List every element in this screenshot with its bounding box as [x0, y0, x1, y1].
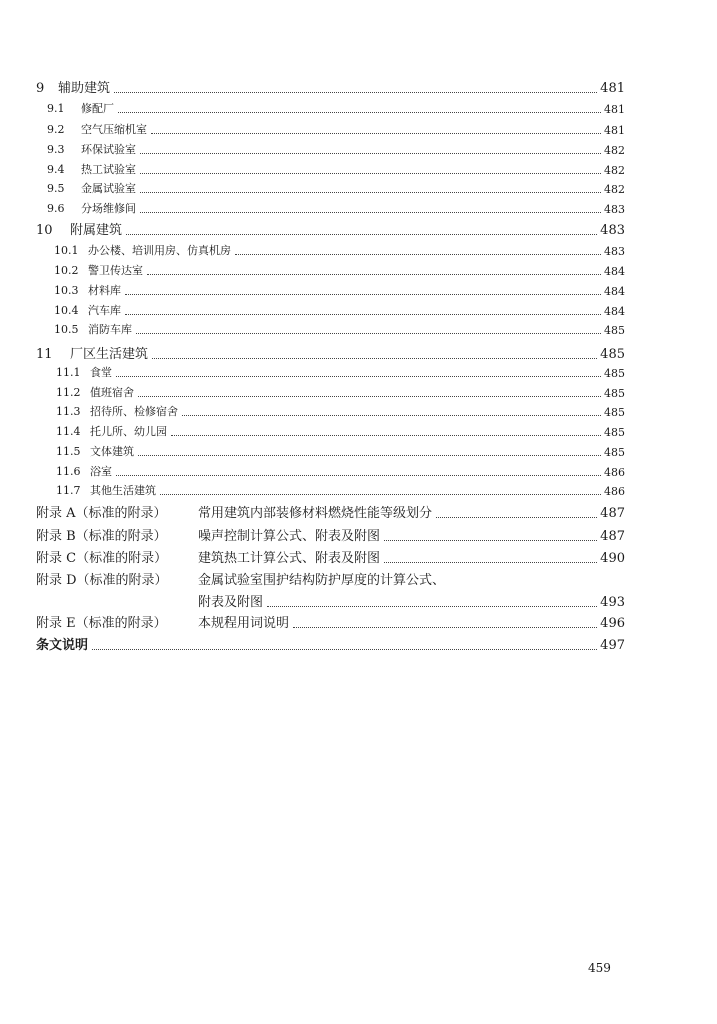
toc-section-10-3: [0, 282, 717, 298]
toc-number: 10: [36, 223, 53, 238]
toc-page: 482: [604, 144, 625, 157]
toc-title: 分场维修间: [81, 202, 136, 215]
toc-appendix-e: [0, 612, 717, 631]
dot-leader: [118, 111, 601, 113]
toc-page: 484: [604, 305, 625, 318]
toc-section-9-5: [0, 180, 717, 196]
toc-section-10-5: [0, 321, 717, 337]
toc-number: 11.4: [56, 425, 81, 438]
toc-title: 值班宿舍: [90, 386, 134, 399]
dot-leader: [171, 434, 601, 436]
appendix-label: 附录 D（标准的附录）: [36, 573, 168, 588]
dot-leader: [125, 313, 601, 315]
dot-leader: [293, 626, 597, 628]
toc-number: 10.5: [54, 323, 79, 336]
toc-title: 金属试验室: [81, 182, 136, 195]
toc-page: 481: [604, 103, 625, 116]
dot-leader: [136, 332, 601, 334]
toc-page: 487: [600, 506, 625, 521]
toc-title: 环保试验室: [81, 143, 136, 156]
dot-leader: [151, 132, 601, 134]
toc-title: 托儿所、幼儿园: [90, 425, 167, 438]
dot-leader: [152, 357, 597, 359]
toc-title: 食堂: [90, 366, 112, 379]
toc-page: 483: [604, 203, 625, 216]
toc-number: 10.1: [54, 244, 79, 257]
toc-number: 11: [36, 347, 53, 362]
toc-section-10-1: [0, 242, 717, 258]
toc-section-10-4: [0, 302, 717, 318]
toc-page: 485: [604, 406, 625, 419]
appendix-label: 附录 A（标准的附录）: [36, 506, 167, 521]
toc-number: 11.6: [56, 465, 81, 478]
toc-page: 493: [600, 595, 625, 610]
appendix-title: 金属试验室围护结构防护厚度的计算公式、: [198, 573, 446, 588]
toc-chapter-11: [0, 343, 717, 362]
toc-number: 11.7: [56, 484, 81, 497]
toc-appendix-d-line2: [0, 591, 717, 610]
dot-leader: [126, 233, 597, 235]
toc-title: 消防车库: [88, 323, 132, 336]
toc-title: 附属建筑: [70, 223, 123, 238]
toc-number: 9: [36, 81, 45, 96]
toc-page: 490: [600, 551, 625, 566]
toc-number: 11.5: [56, 445, 81, 458]
dot-leader: [267, 605, 597, 607]
toc-title: 热工试验室: [81, 163, 136, 176]
toc-section-9-2: [0, 121, 717, 137]
dot-leader: [116, 474, 601, 476]
toc-number: 9.4: [47, 163, 65, 176]
appendix-label: 附录 C（标准的附录）: [36, 551, 168, 566]
toc-page: 482: [604, 164, 625, 177]
toc-page: 481: [600, 81, 625, 96]
dot-leader: [384, 539, 597, 541]
dot-leader: [384, 561, 597, 563]
toc-title: 文体建筑: [90, 445, 134, 458]
toc-page: 485: [604, 367, 625, 380]
appendix-title: 本规程用词说明: [198, 616, 290, 631]
page-number: 459: [588, 961, 611, 975]
toc-number: 9.3: [47, 143, 65, 156]
toc-section-11-4: [0, 423, 717, 439]
toc-title: 厂区生活建筑: [70, 347, 149, 362]
dot-leader: [147, 273, 601, 275]
toc-title: 警卫传达室: [88, 264, 143, 277]
toc-number: 10.3: [54, 284, 79, 297]
toc-number: 9.6: [47, 202, 65, 215]
toc-page: 482: [604, 183, 625, 196]
dot-leader: [114, 91, 597, 93]
toc-title: 空气压缩机室: [81, 123, 147, 136]
toc-title: 其他生活建筑: [90, 484, 156, 497]
appendix-title: 噪声控制计算公式、附表及附图: [198, 529, 381, 544]
dot-leader: [140, 191, 601, 193]
toc-section-11-2: [0, 384, 717, 400]
dot-leader: [140, 152, 601, 154]
toc-section-11-3: [0, 403, 717, 419]
dot-leader: [160, 493, 601, 495]
toc-title: 招待所、检修宿舍: [90, 405, 178, 418]
dot-leader: [140, 211, 601, 213]
toc-section-10-2: [0, 262, 717, 278]
toc-section-9-6: [0, 200, 717, 216]
toc-section-9-3: [0, 141, 717, 157]
dot-leader: [125, 293, 601, 295]
toc-section-11-7: [0, 482, 717, 498]
toc-appendix-d-line1: [0, 569, 717, 588]
dot-leader: [182, 414, 601, 416]
toc-page: 484: [604, 265, 625, 278]
toc-section-11-5: [0, 443, 717, 459]
toc-number: 9.5: [47, 182, 65, 195]
toc-number: 11.3: [56, 405, 81, 418]
appendix-label: 附录 E（标准的附录）: [36, 616, 167, 631]
toc-number: 11.1: [56, 366, 81, 379]
toc-chapter-10: [0, 219, 717, 238]
dot-leader: [235, 253, 601, 255]
toc-page: 485: [600, 347, 625, 362]
toc-section-9-1: [0, 100, 717, 116]
toc-number: 11.2: [56, 386, 81, 399]
toc-title: 修配厂: [81, 102, 114, 115]
toc-number: 10.4: [54, 304, 79, 317]
toc-explanation: [0, 634, 717, 653]
toc-title: 辅助建筑: [58, 81, 111, 96]
appendix-title: 常用建筑内部装修材料燃烧性能等级划分: [198, 506, 433, 521]
toc-page: 487: [600, 529, 625, 544]
toc-title: 浴室: [90, 465, 112, 478]
toc-section-11-1: [0, 364, 717, 380]
toc-title: 办公楼、培训用房、仿真机房: [88, 244, 231, 257]
dot-leader: [138, 454, 601, 456]
toc-page: 485: [604, 324, 625, 337]
dot-leader: [140, 172, 601, 174]
dot-leader: [138, 395, 601, 397]
dot-leader: [92, 648, 597, 650]
toc-section-11-6: [0, 463, 717, 479]
toc-title: 材料库: [88, 284, 121, 297]
toc-title: 汽车库: [88, 304, 121, 317]
toc-page: 486: [604, 466, 625, 479]
toc-page: 483: [604, 245, 625, 258]
toc-appendix-c: [0, 547, 717, 566]
toc-appendix-b: [0, 525, 717, 544]
toc-appendix-a: [0, 502, 717, 521]
dot-leader: [116, 375, 601, 377]
appendix-title-continued: 附表及附图: [198, 595, 264, 610]
toc-number: 9.1: [47, 102, 65, 115]
toc-page: 484: [604, 285, 625, 298]
toc-section-9-4: [0, 161, 717, 177]
toc-number: 10.2: [54, 264, 79, 277]
toc-page: 485: [604, 446, 625, 459]
toc-page: 485: [604, 426, 625, 439]
toc-chapter-9: [0, 77, 717, 96]
appendix-label: 附录 B（标准的附录）: [36, 529, 167, 544]
explanation-title: 条文说明: [36, 638, 89, 653]
dot-leader: [436, 516, 597, 518]
toc-page: 485: [604, 387, 625, 400]
toc-page: 483: [600, 223, 625, 238]
appendix-title: 建筑热工计算公式、附表及附图: [198, 551, 381, 566]
toc-page: 486: [604, 485, 625, 498]
toc-page: 496: [600, 616, 625, 631]
toc-page: 481: [604, 124, 625, 137]
toc-page: 497: [600, 638, 625, 653]
toc-number: 9.2: [47, 123, 65, 136]
